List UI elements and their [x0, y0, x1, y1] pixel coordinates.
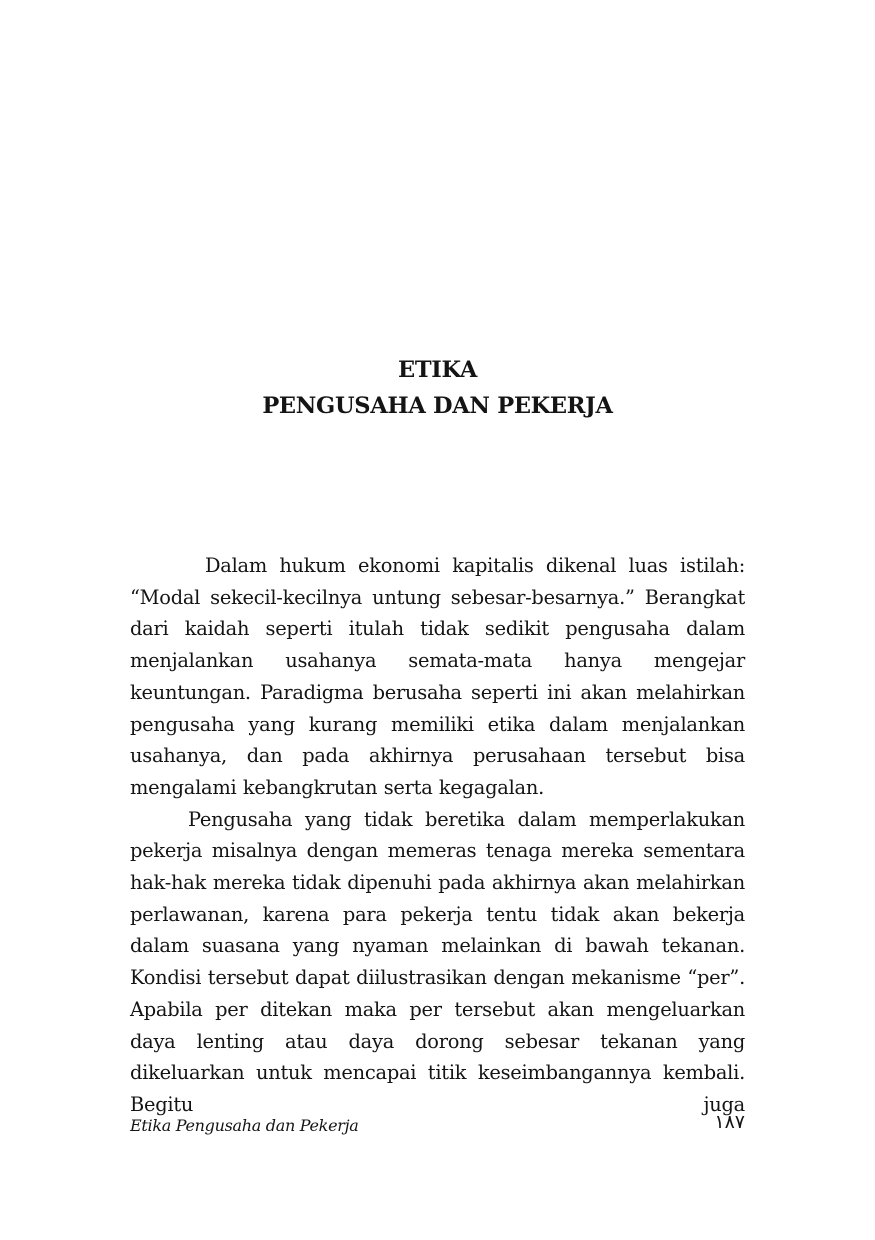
- chapter-title-line-2: PENGUSAHA DAN PEKERJA: [262, 393, 613, 419]
- page-number: ١٨٧: [714, 1111, 745, 1133]
- paragraph-2: Pengusaha yang tidak beretika dalam memperlakukan pekerja misalnya dengan memeras tenaga mereka sementara hak-hak mereka tidak dipenuhi pada akhirnya akan melahirkan perlawanan, karena para pekerja tentu tidak akan bekerja dalam suasana yang nyaman melainkan di bawah tekanan. Kondisi tersebut dapat diilustrasikan dengan mekanisme “per”. Apabila per ditekan maka per tersebut akan mengeluarkan daya lenting atau daya dorong sebesar tekanan yang dikeluarkan untuk mencapai titik keseimbangannya kembali. Begitu juga: [130, 807, 745, 1116]
- chapter-title: [0, 352, 875, 424]
- chapter-title-line-1: ETIKA: [397, 357, 478, 383]
- body-text: [130, 550, 745, 1121]
- running-footer-title: Etika Pengusaha dan Pekerja: [130, 1116, 359, 1135]
- paragraph-1: Dalam hukum ekonomi kapitalis dikenal luas istilah: “Modal sekecil-kecilnya untung sebesar-besarnya.” Berangkat dari kaidah seperti itulah tidak sedikit pengusaha dalam menjalankan usahanya semata-mata hanya mengejar keuntungan. Paradigma berusaha seperti ini akan melahirkan pengusaha yang kurang memiliki etika dalam menjalankan usahanya, dan pada akhirnya perusahaan tersebut bisa mengalami kebangkrutan serta kegagalan.: [130, 554, 745, 799]
